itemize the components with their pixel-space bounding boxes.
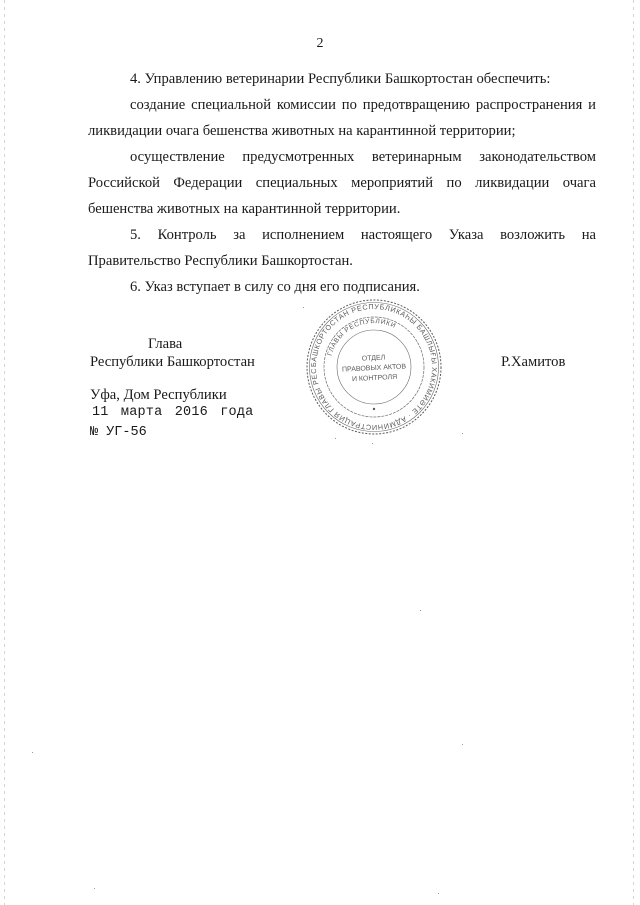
scan-speck [420,610,421,611]
paragraph-4-item-2: осуществление предусмотренных ветеринарным законодательством Российской Федерации специальных мероприятий по ликвидации очага бешенства животных на карантинной территории. [88,149,596,217]
scan-speck [94,888,95,889]
scan-speck [438,893,439,894]
scan-speck [462,433,463,434]
decree-number: № УГ-56 [90,425,147,440]
page-number: 2 [316,36,324,51]
official-stamp [304,297,444,437]
stamp-seal-graphic [304,297,444,437]
stamp-inner-text: ГЛАВЫ РЕСПУБЛИКИ [326,317,398,357]
signature-title: Глава [148,336,183,352]
signatory-name: Р.Хамитов [501,354,566,370]
paragraph-4-item-1: создание специальной комиссии по предотвращению распространения и ликвидации очага бешенства животных на карантинной территории; [88,97,596,139]
signing-date: 11 марта 2016 года [92,405,254,420]
paragraph-5: 5. Контроль за исполнением настоящего Указа возложить на Правительство Республики Башкортостан. [88,227,596,269]
scan-speck [32,752,33,753]
stamp-center-line-3: И КОНТРОЛЯ [351,373,398,384]
signature-organization: Республики Башкортостан [90,354,255,370]
scan-speck [372,443,373,444]
scan-speck [462,744,463,745]
right-scan-edge [633,0,634,905]
left-scan-edge [4,0,5,905]
scan-speck [335,438,336,439]
scan-speck [303,307,304,308]
stamp-center-line-2: ПРАВОВЫХ АКТОВ [341,363,407,374]
stamp-outer-text: БАШКОРТОСТАН РЕСПУБЛИКАҺЫ БАШЛЫҒЫ ХАКИМИӘТЕ · АДМИНИСТРАЦИЯ ГЛАВЫ РЕС [308,301,440,433]
stamp-dot [373,408,375,410]
paragraph-6: 6. Указ вступает в силу со дня его подписания. [130,279,420,295]
document-body [88,66,596,300]
stamp-center-line-1: ОТДЕЛ [361,354,386,363]
paragraph-4: 4. Управлению ветеринарии Республики Башкортостан обеспечить: [130,71,551,87]
signing-place: Уфа, Дом Республики [90,387,227,403]
